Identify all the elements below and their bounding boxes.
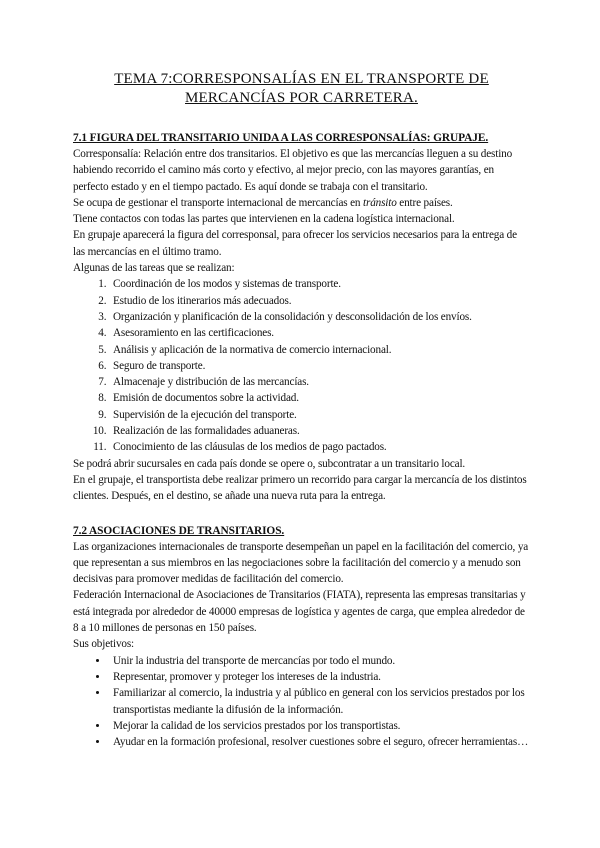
list-item: 9. Supervisión de la ejecución del transporte. [109, 407, 530, 423]
paragraph: Sus objetivos: [73, 638, 134, 651]
list-item: 7. Almacenaje y distribución de las mercancías. [109, 374, 530, 390]
list-item: 5. Análisis y aplicación de la normativa de comercio internacional. [109, 342, 530, 358]
section-asociaciones [73, 523, 530, 751]
list-item: 8. Emisión de documentos sobre la actividad. [109, 390, 530, 406]
text-run: entre países. [396, 196, 453, 209]
list-item: 6. Seguro de transporte. [109, 358, 530, 374]
section-heading: 7.2 ASOCIACIONES DE TRANSITARIOS. [73, 524, 285, 537]
paragraph: Tiene contactos con todas las partes que intervienen en la cadena logística internacional. [73, 213, 455, 226]
list-item: 2. Estudio de los itinerarios más adecuados. [109, 293, 530, 309]
list-item: • Representar, promover y proteger los intereses de la industria. [109, 669, 530, 685]
paragraph: Se podrá abrir sucursales en cada país donde se opere o, subcontratar a un transitario local. [73, 457, 466, 470]
list-item: • Ayudar en la formación profesional, resolver cuestiones sobre el seguro, ofrecer herramientas… [109, 734, 530, 750]
paragraph: Federación Internacional de Asociaciones de Transitarios (FIATA), representa las empresas transitarias y está integrada por alrededor de 40000 empresas de logística y agentes de carga, que emplea alrededor de 8 a 10 millones de personas en 150 países. [73, 589, 526, 635]
list-item: 4. Asesoramiento en las certificaciones. [109, 325, 530, 341]
list-item: • Unir la industria del transporte de mercancías por todo el mundo. [109, 653, 530, 669]
title-line-1: TEMA 7:CORRESPONSALÍAS EN EL TRANSPORTE DE [114, 71, 489, 87]
objectives-list [73, 653, 530, 751]
list-item: • Mejorar la calidad de los servicios prestados por los transportistas. [109, 718, 530, 734]
tasks-list [73, 276, 530, 455]
page-title [73, 70, 530, 108]
list-item: 1. Coordinación de los modos y sistemas de transporte. [109, 276, 530, 292]
paragraph: En el grupaje, el transportista debe realizar primero un recorrido para cargar la mercancía de los distintos clientes. Después, en el destino, se añade una nueva ruta para la entrega. [73, 473, 527, 503]
title-line-2: MERCANCÍAS POR CARRETERA. [185, 90, 418, 106]
list-item: 10. Realización de las formalidades aduaneras. [109, 423, 530, 439]
section-heading: 7.1 FIGURA DEL TRANSITARIO UNIDA A LAS CORRESPONSALÍAS: GRUPAJE. [73, 132, 489, 144]
paragraph: Las organizaciones internacionales de transporte desempeñan un papel en la facilitación del comercio, ya que representan a sus miembros en las negociaciones sobre la facilitación del comercio y a menudo son decisivas para promover medidas de facilitación del comercio. [73, 540, 529, 586]
paragraph: Corresponsalía: Relación entre dos transitarios. El objetivo es que las mercancías lleguen a su destino habiendo recorrido el camino más corto y efectivo, al mejor precio, con las mayores garantías, en perfecto estado y en el tiempo pactado. Es aquí donde se trabaja con el transitario. [73, 148, 513, 193]
paragraph: En grupaje aparecerá la figura del corresponsal, para ofrecer los servicios necesarios para la entrega de las mercancías en el último tramo. [73, 229, 517, 258]
italic-term: tránsito [363, 196, 397, 209]
paragraph [73, 195, 530, 211]
paragraph: Algunas de las tareas que se realizan: [73, 262, 235, 275]
section-gap [73, 505, 530, 523]
list-item: 3. Organización y planificación de la consolidación y desconsolidación de los envíos. [109, 309, 530, 325]
list-item: • Familiarizar al comercio, la industria y al público en general con los servicios prestados por los transportistas mediante la difusión de la información. [109, 685, 530, 718]
text-run: Se ocupa de gestionar el transporte internacional de mercancías en [73, 196, 364, 209]
list-item: 11. Conocimiento de las cláusulas de los medios de pago pactados. [109, 439, 530, 455]
section-grupaje [73, 130, 530, 505]
